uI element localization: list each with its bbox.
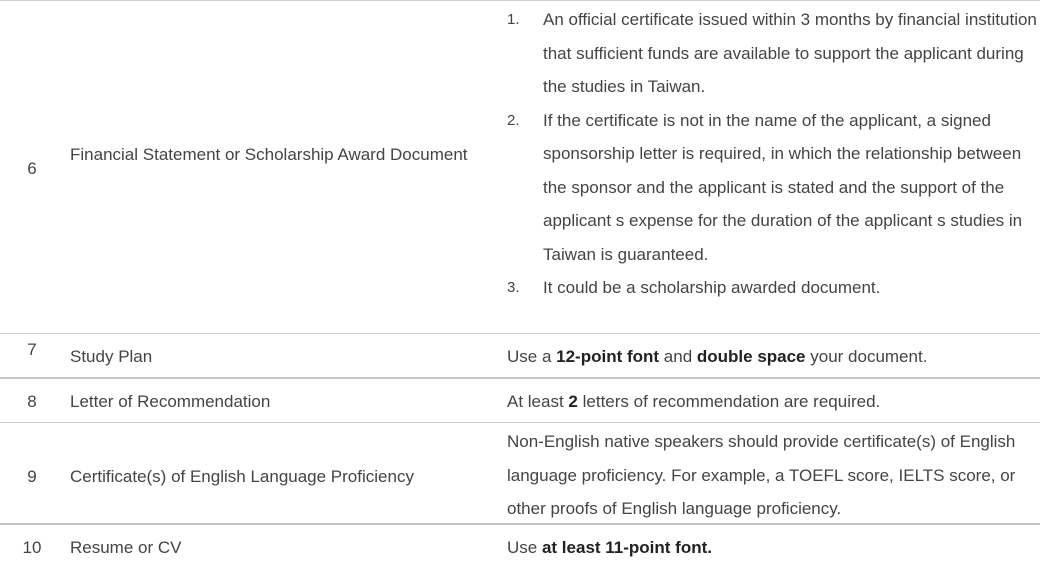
desc-text: and bbox=[659, 347, 697, 366]
requirement-description bbox=[507, 385, 1037, 419]
desc-text: At least bbox=[507, 392, 569, 411]
list-item-text: It could be a scholarship awarded document. bbox=[543, 278, 881, 297]
row-number: 8 bbox=[27, 392, 37, 411]
document-name: Certificate(s) of English Language Proficiency bbox=[70, 467, 414, 486]
table-row-9 bbox=[0, 422, 1040, 524]
desc-text: letters of recommendation are required. bbox=[577, 392, 881, 411]
document-name: Study Plan bbox=[70, 347, 153, 366]
requirement-list bbox=[507, 3, 1037, 305]
list-index: 1. bbox=[507, 11, 520, 28]
requirement-description bbox=[507, 340, 1037, 374]
list-item bbox=[507, 271, 1037, 305]
row-number: 6 bbox=[27, 159, 37, 178]
table-row-7 bbox=[0, 333, 1040, 378]
document-name: Letter of Recommendation bbox=[70, 392, 271, 411]
list-index: 3. bbox=[507, 279, 520, 296]
desc-text: Use a bbox=[507, 347, 557, 366]
desc-bold: at least 11-point font. bbox=[541, 538, 712, 557]
list-item-text: An official certificate issued within 3 months by financial institution that sufficient funds are available to support the applicant during the studies in Taiwan. bbox=[543, 10, 1037, 96]
list-item bbox=[507, 3, 1037, 104]
desc-bold: 2 bbox=[568, 392, 578, 411]
list-index: 2. bbox=[507, 111, 520, 129]
desc-bold: double space bbox=[696, 347, 806, 366]
requirement-description bbox=[507, 531, 1037, 565]
row-number: 10 bbox=[22, 538, 42, 557]
list-item-text: If the certificate is not in the name of the applicant, a signed sponsorship letter is required, in which the relationship between the sponsor and the applicant is stated and the support of the applicant s expense for the duration of the applicant s studies in Taiwan is guaranteed. bbox=[543, 110, 1023, 264]
document-name: Resume or CV bbox=[70, 538, 182, 557]
row-number: 9 bbox=[27, 467, 37, 486]
row-number: 7 bbox=[27, 340, 37, 359]
requirement-description: Non-English native speakers should provide certificate(s) of English language proficiency. For example, a TOEFL score, IELTS score, or other proofs of English language proficiency. bbox=[507, 432, 1016, 518]
desc-text: Use bbox=[507, 538, 542, 557]
list-item bbox=[507, 104, 1037, 272]
table-row-8 bbox=[0, 377, 1040, 423]
table-row-10 bbox=[0, 523, 1040, 569]
desc-text: your document. bbox=[805, 347, 928, 366]
requirement-description bbox=[507, 3, 1037, 305]
document-name: Financial Statement or Scholarship Award Document bbox=[70, 145, 468, 164]
desc-bold: 12-point font bbox=[556, 347, 660, 366]
